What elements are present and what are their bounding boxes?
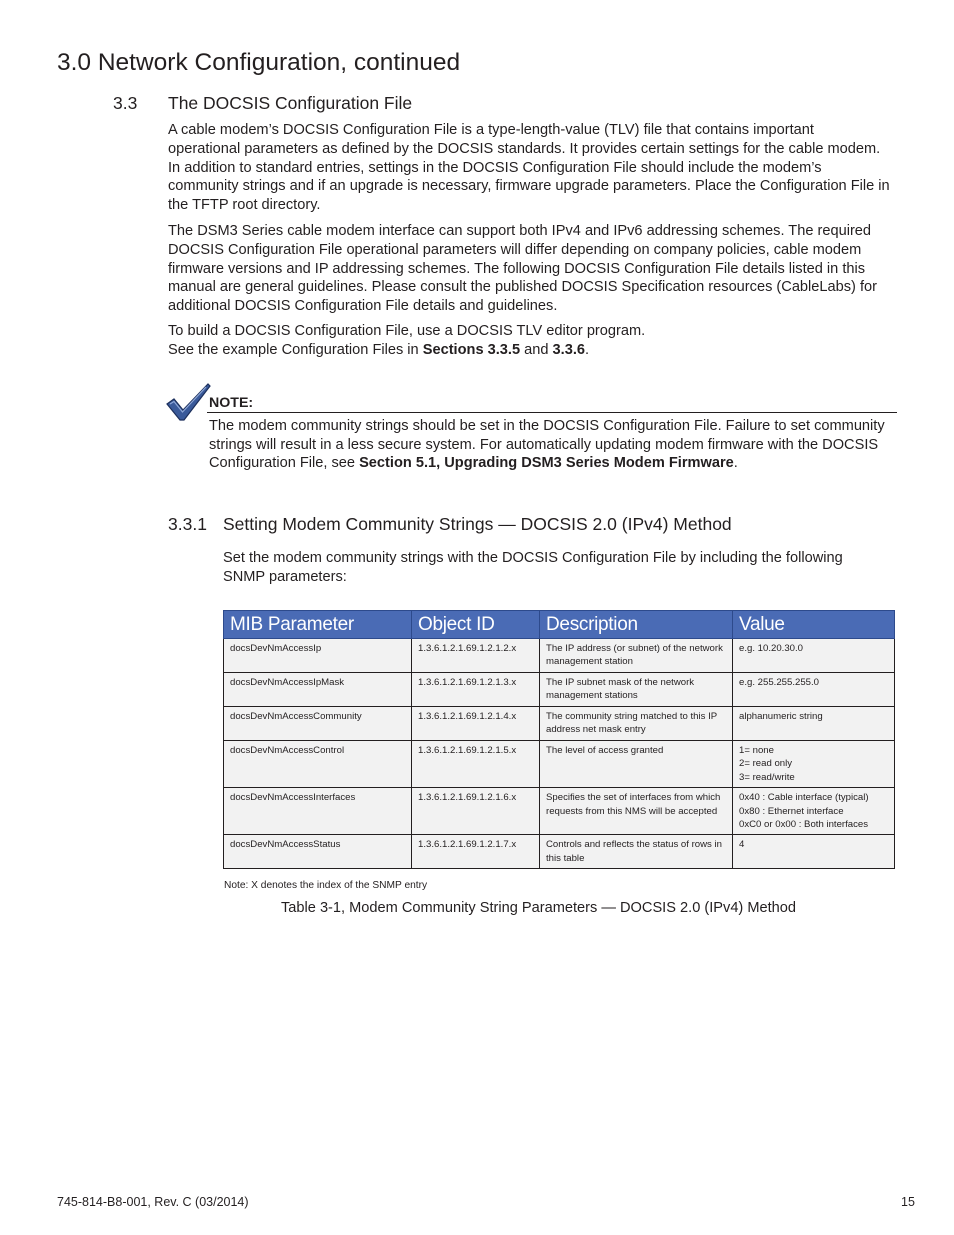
checkmark-icon <box>164 382 212 422</box>
description-cell: The community string matched to this IP address net mask entry <box>540 707 733 741</box>
description-cell: Specifies the set of interfaces from which requests from this NMS will be accepted <box>540 788 733 835</box>
section-paragraph-2: The DSM3 Series cable modem interface can support both IPv4 and IPv6 addressing schemes. The required DOCSIS Configuration File operational parameters will differ depending on company policies, cable modem firmware versions and IP addressing schemes. The following DOCSIS Configuration File details listed in this manual are general guidelines. Please consult the published DOCSIS Specification resources (CableLabs) for additional DOCSIS Configuration File details and guidelines. <box>168 223 878 315</box>
value-cell: e.g. 255.255.255.0 <box>733 673 895 707</box>
section-paragraph-1: A cable modem’s DOCSIS Configuration File is a type-length-value (TLV) file that contains important operational parameters as defined by the DOCSIS standards. It provides certain settings for the cable modem. In addition to standard entries, settings in the DOCSIS Configuration File should include the modem’s community strings and if an upgrade is necessary, firmware upgrade parameters. Place the Configuration File in the TFTP root directory. <box>168 122 890 214</box>
mib-parameter-cell: docsDevNmAccessIpMask <box>224 673 412 707</box>
table-caption: Table 3-1, Modem Community String Parameters — DOCSIS 2.0 (IPv4) Method <box>281 900 797 916</box>
column-header-value: Value <box>733 611 895 639</box>
value-cell: alphanumeric string <box>733 707 895 741</box>
document-id: 745-814-B8-001, Rev. C (03/2014) <box>57 1195 249 1209</box>
mib-parameter-cell: docsDevNmAccessStatus <box>224 835 412 869</box>
subsection-intro: Set the modem community strings with the DOCSIS Configuration File by including the following SNMP parameters: <box>223 550 843 585</box>
section-reference-link: Sections 3.3.5 <box>422 341 521 358</box>
section-number: 3.3 <box>113 93 138 113</box>
subsection-title: Setting Modem Community Strings — DOCSIS 2.0 (IPv4) Method <box>223 514 732 534</box>
note-body: The modem community strings should be set in the DOCSIS Configuration File. Failure to set community strings will result in a less secure system. For automatically updating modem firmware with the DOCSIS Configuration File, see <box>209 418 885 472</box>
subsection-number: 3.3.1 <box>168 514 207 534</box>
note-divider <box>207 412 897 413</box>
object-id-cell: 1.3.6.1.2.1.69.1.2.1.6.x <box>412 788 540 835</box>
table-row <box>224 835 895 869</box>
column-header-description: Description <box>540 611 733 639</box>
object-id-cell: 1.3.6.1.2.1.69.1.2.1.3.x <box>412 673 540 707</box>
mib-parameter-cell: docsDevNmAccessInterfaces <box>224 788 412 835</box>
table-footnote: Note: X denotes the index of the SNMP entry <box>224 880 428 891</box>
object-id-cell: 1.3.6.1.2.1.69.1.2.1.4.x <box>412 707 540 741</box>
paragraph-3-and: and <box>520 341 553 358</box>
object-id-cell: 1.3.6.1.2.1.69.1.2.1.5.x <box>412 741 540 788</box>
note-label: NOTE: <box>209 395 254 411</box>
description-cell: The IP subnet mask of the network management stations <box>540 673 733 707</box>
value-cell: 0x40 : Cable interface (typical) 0x80 : Ethernet interface 0xC0 or 0x00 : Both interfaces <box>733 788 895 835</box>
note-reference-link: Section 5.1, Upgrading DSM3 Series Modem Firmware <box>359 455 734 472</box>
page-number: 15 <box>901 1195 915 1209</box>
note-text <box>209 417 899 473</box>
value-cell: 1= none 2= read only 3= read/write <box>733 741 895 788</box>
paragraph-3-end: . <box>585 341 590 358</box>
table-row <box>224 673 895 707</box>
description-cell: The IP address (or subnet) of the network management station <box>540 639 733 673</box>
column-header-object-id: Object ID <box>412 611 540 639</box>
object-id-cell: 1.3.6.1.2.1.69.1.2.1.2.x <box>412 639 540 673</box>
section-paragraph-3 <box>168 322 890 360</box>
paragraph-3-prefix: See the example Configuration Files in <box>168 341 423 358</box>
description-cell: Controls and reflects the status of rows in this table <box>540 835 733 869</box>
mib-parameter-cell: docsDevNmAccessIp <box>224 639 412 673</box>
table-row <box>224 639 895 673</box>
table-row <box>224 741 895 788</box>
mib-parameters-table <box>223 610 895 869</box>
note-end: . <box>733 455 738 472</box>
page-title: 3.0 Network Configuration, continued <box>57 49 461 76</box>
table-row <box>224 707 895 741</box>
value-cell: 4 <box>733 835 895 869</box>
paragraph-3-line-2 <box>168 341 890 360</box>
paragraph-3-line-1: To build a DOCSIS Configuration File, use a DOCSIS TLV editor program. <box>168 323 646 339</box>
object-id-cell: 1.3.6.1.2.1.69.1.2.1.7.x <box>412 835 540 869</box>
table-row <box>224 788 895 835</box>
section-title: The DOCSIS Configuration File <box>168 93 413 113</box>
description-cell: The level of access granted <box>540 741 733 788</box>
mib-parameter-cell: docsDevNmAccessControl <box>224 741 412 788</box>
mib-parameter-cell: docsDevNmAccessCommunity <box>224 707 412 741</box>
column-header-mib-parameter: MIB Parameter <box>224 611 412 639</box>
value-cell: e.g. 10.20.30.0 <box>733 639 895 673</box>
table-header-row <box>224 611 895 639</box>
section-reference-link: 3.3.6 <box>552 341 586 358</box>
